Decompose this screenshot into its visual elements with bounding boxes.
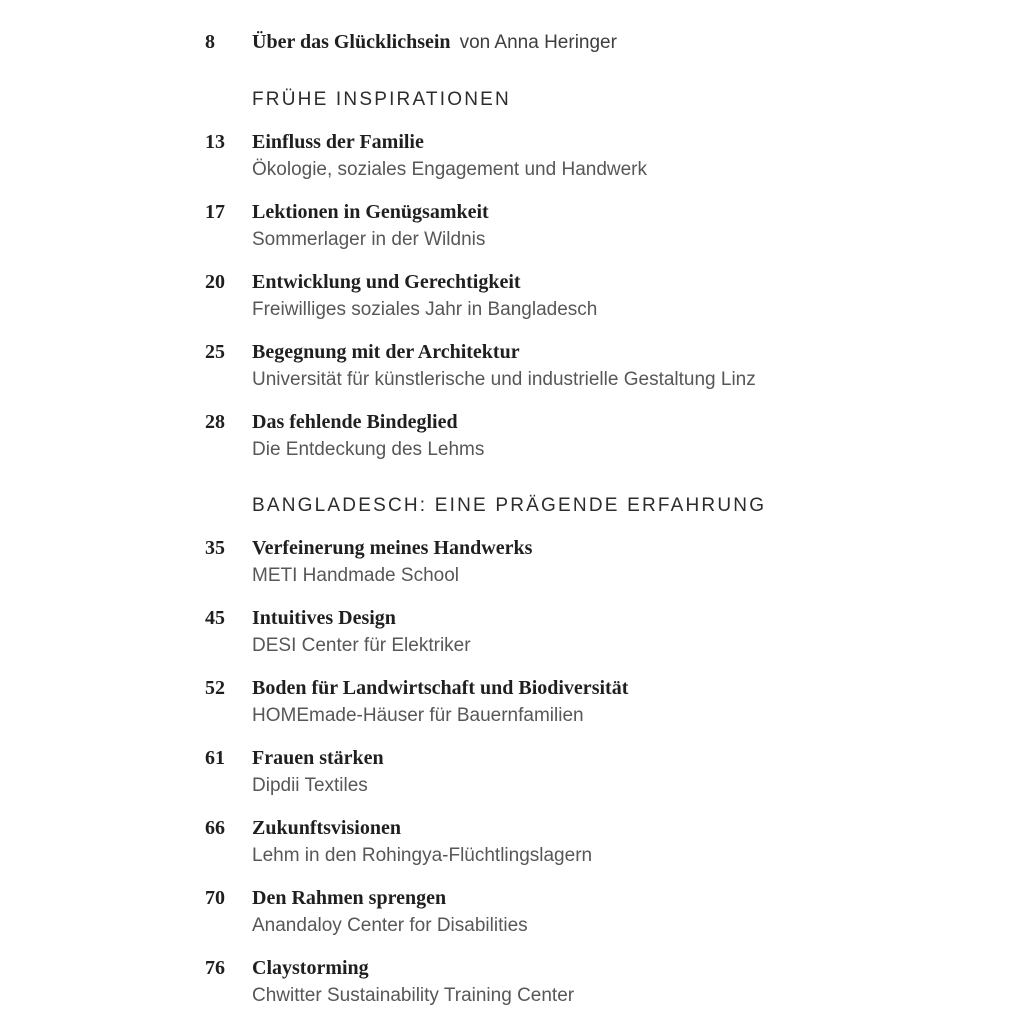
chapter-subtitle: Freiwilliges soziales Jahr in Bangladesch	[252, 299, 598, 320]
chapter-subtitle: Dipdii Textiles	[252, 775, 368, 796]
toc-entry	[205, 605, 985, 659]
chapter-subtitle: Sommerlager in der Wildnis	[252, 229, 486, 250]
toc-entry	[205, 815, 985, 869]
page-number: 76	[205, 957, 225, 979]
chapter-title: Entwicklung und Gerechtigkeit	[252, 271, 521, 293]
toc-entry	[205, 29, 985, 57]
toc-entry	[205, 269, 985, 323]
chapter-title: Über das Glücklichsein	[252, 31, 451, 53]
toc-entry	[205, 339, 985, 393]
section-heading: FRÜHE INSPIRATIONEN	[252, 89, 511, 110]
page-number: 45	[205, 607, 225, 629]
toc-entry	[205, 885, 985, 939]
page-number: 25	[205, 341, 225, 363]
page-number: 35	[205, 537, 225, 559]
chapter-subtitle: HOMEmade-Häuser für Bauernfamilien	[252, 705, 584, 726]
chapter-title: Einfluss der Familie	[252, 131, 424, 153]
chapter-subtitle: DESI Center für Elektriker	[252, 635, 471, 656]
chapter-subtitle: Universität für künstlerische und industrielle Gestaltung Linz	[252, 369, 756, 390]
page-number: 52	[205, 677, 225, 699]
chapter-title: Verfeinerung meines Handwerks	[252, 537, 533, 559]
chapter-subtitle: Die Entdeckung des Lehms	[252, 439, 485, 460]
page-number: 70	[205, 887, 225, 909]
section-heading: BANGLADESCH: EINE PRÄGENDE ERFAHRUNG	[252, 495, 767, 516]
chapter-subtitle: Chwitter Sustainability Training Center	[252, 985, 575, 1006]
toc-entry	[205, 745, 985, 799]
chapter-title: Das fehlende Bindeglied	[252, 411, 458, 433]
chapter-title: Claystorming	[252, 957, 369, 979]
chapter-title: Frauen stärken	[252, 747, 384, 769]
toc-entry	[205, 955, 985, 1009]
chapter-title: Lektionen in Genügsamkeit	[252, 201, 489, 223]
page-number: 8	[205, 31, 215, 53]
chapter-byline: von Anna Heringer	[459, 32, 617, 53]
toc-section	[205, 493, 985, 519]
toc-entry	[205, 199, 985, 253]
chapter-subtitle: METI Handmade School	[252, 565, 459, 586]
toc-entry	[205, 129, 985, 183]
table-of-contents	[205, 29, 985, 1024]
toc-entry	[205, 675, 985, 729]
page-number: 28	[205, 411, 225, 433]
toc-entry	[205, 535, 985, 589]
page-number: 66	[205, 817, 225, 839]
chapter-title: Den Rahmen sprengen	[252, 887, 447, 909]
page-number: 20	[205, 271, 225, 293]
chapter-title: Boden für Landwirtschaft und Biodiversität	[252, 677, 629, 699]
page-number: 17	[205, 201, 225, 223]
chapter-subtitle: Anandaloy Center for Disabilities	[252, 915, 528, 936]
page-number: 13	[205, 131, 225, 153]
toc-section	[205, 87, 985, 113]
chapter-title: Begegnung mit der Architektur	[252, 341, 520, 363]
chapter-subtitle: Ökologie, soziales Engagement und Handwerk	[252, 159, 648, 180]
chapter-title: Zukunftsvisionen	[252, 817, 401, 839]
page-number: 61	[205, 747, 225, 769]
chapter-subtitle: Lehm in den Rohingya-Flüchtlingslagern	[252, 845, 593, 866]
toc-entry	[205, 409, 985, 463]
chapter-title: Intuitives Design	[252, 607, 396, 629]
